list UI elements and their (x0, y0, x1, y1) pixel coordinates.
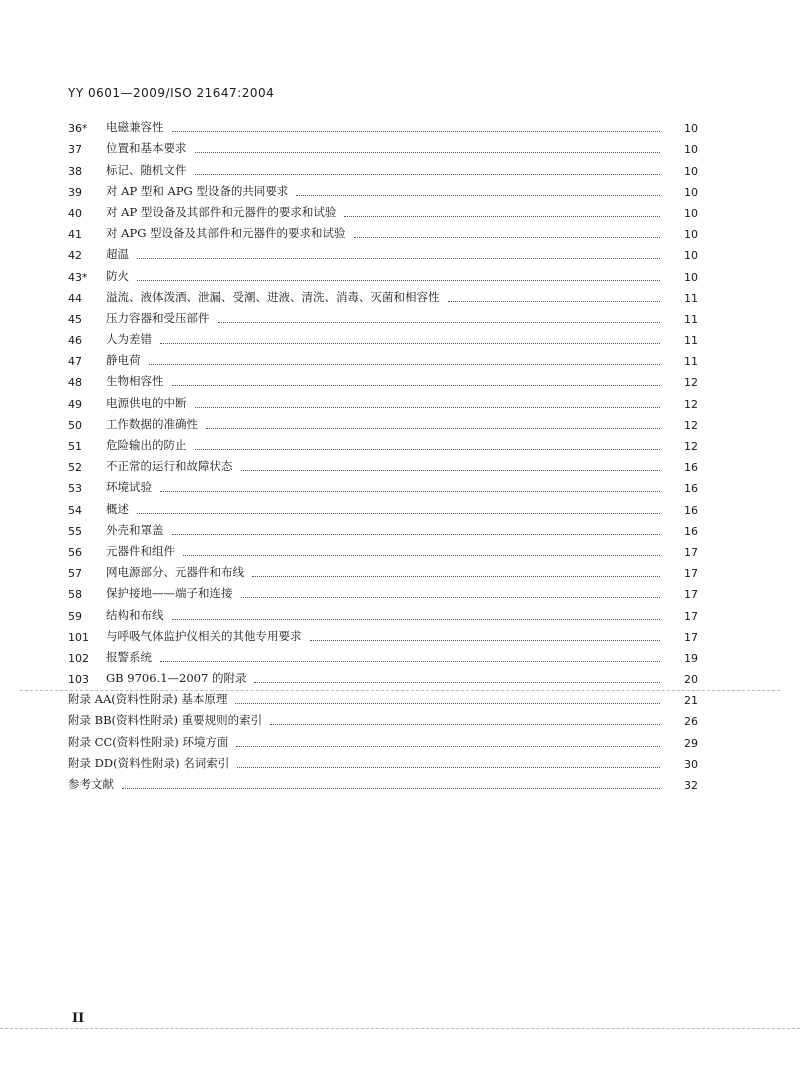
toc-row (68, 262, 698, 283)
toc-entry-page: 30 (684, 757, 698, 771)
toc-entry-page: 10 (684, 228, 698, 242)
toc-appendix-row (68, 728, 698, 749)
toc-entry-number: 59 (68, 609, 82, 623)
toc-leader-dots (195, 407, 661, 408)
toc-entry-number: 45 (68, 312, 82, 326)
toc-row (68, 220, 698, 241)
toc-leader-dots (160, 661, 660, 662)
toc-entry-page: 10 (684, 143, 698, 157)
toc-entry-page: 12 (684, 397, 698, 411)
toc-row (68, 580, 698, 601)
toc-leader-dots (149, 364, 661, 365)
toc-entry-page: 12 (684, 418, 698, 432)
toc-leader-dots (172, 619, 661, 620)
toc-leader-dots (254, 682, 660, 683)
toc-entry-page: 17 (684, 609, 698, 623)
toc-entry-title: 位置和基本要求 (106, 141, 187, 156)
toc-row (68, 178, 698, 199)
toc-entry-title: 不正常的运行和故障状态 (106, 459, 233, 474)
toc-row (68, 156, 698, 177)
toc-leader-dots (137, 258, 660, 259)
toc-leader-dots (195, 449, 661, 450)
toc-leader-dots (252, 576, 660, 577)
toc-entry-page: 10 (684, 249, 698, 263)
toc-row (68, 411, 698, 432)
toc-entry-title: 电源供电的中断 (106, 395, 187, 410)
page-number: II (72, 1011, 85, 1026)
toc-entry-number: 101 (68, 630, 89, 644)
toc-row (68, 495, 698, 516)
toc-entry-title: 危险输出的防止 (106, 438, 187, 452)
toc-entry-page: 19 (684, 651, 698, 665)
toc-entry-page: 20 (684, 673, 698, 687)
toc-row (68, 368, 698, 389)
toc-entry-title: 参考文献 (68, 777, 114, 791)
toc-entry-number: 53 (68, 482, 82, 496)
toc-entry-page: 10 (684, 270, 698, 284)
toc-row (68, 453, 698, 474)
toc-entry-number: 58 (68, 588, 82, 602)
toc-leader-dots (122, 788, 660, 789)
toc-entry-number: 102 (68, 651, 89, 665)
toc-entry-title: 人为差错 (106, 332, 152, 347)
toc-row (68, 432, 698, 453)
toc-entry-number: 55 (68, 524, 82, 538)
toc-entry-number: 57 (68, 567, 82, 581)
toc-row (68, 601, 698, 622)
toc-leader-dots (172, 131, 661, 132)
toc-entry-title: 元器件和组件 (106, 543, 175, 558)
toc-entry-title: 附录 CC(资料性附录) 环境方面 (68, 734, 229, 749)
toc-leader-dots (183, 555, 660, 556)
toc-entry-page: 12 (684, 376, 698, 390)
toc-entry-title: 防火 (106, 268, 129, 283)
toc-leader-dots (218, 322, 661, 323)
toc-entry-page: 11 (684, 312, 698, 326)
toc-entry-title: 报警系统 (106, 649, 152, 664)
toc-leader-dots (270, 724, 660, 725)
toc-entry-number: 49 (68, 397, 82, 411)
toc-leader-dots (354, 237, 660, 238)
toc-entry-page: 17 (684, 545, 698, 559)
toc-entry-title: 环境试验 (106, 480, 152, 495)
toc-entry-page: 17 (684, 588, 698, 602)
toc-entry-title: 对 AP 型和 APG 型设备的共同要求 (106, 183, 289, 198)
toc-entry-title: 超温 (106, 247, 129, 262)
toc-row (68, 644, 698, 665)
toc-entry-number: 46 (68, 334, 82, 348)
toc-entry-page: 17 (684, 567, 698, 581)
toc-entry-title: 结构和布线 (106, 607, 164, 622)
toc-entry-page: 10 (684, 185, 698, 199)
toc-entry-title: 附录 DD(资料性附录) 名词索引 (68, 755, 230, 770)
scan-artifact-line (0, 1028, 800, 1029)
toc-entry-page: 10 (684, 206, 698, 220)
toc-leader-dots (206, 428, 660, 429)
toc-entry-page: 26 (684, 715, 698, 729)
toc-entry-number: 48 (68, 376, 82, 390)
toc-row (68, 347, 698, 368)
toc-leader-dots (137, 280, 660, 281)
toc-entry-title: 对 APG 型设备及其部件和元器件的要求和试验 (106, 226, 346, 241)
toc-entry-page: 29 (684, 736, 698, 750)
toc-entry-title: 网电源部分、元器件和布线 (106, 565, 244, 580)
toc-appendix-row (68, 707, 698, 728)
toc-entry-number: 44 (68, 291, 82, 305)
toc-leader-dots (310, 640, 661, 641)
toc-entry-title: 外壳和罩盖 (106, 522, 164, 537)
toc-appendix-row (68, 771, 698, 792)
toc-row (68, 114, 698, 135)
toc-entry-page: 11 (684, 291, 698, 305)
toc-entry-number: 38 (68, 164, 82, 178)
toc-entry-page: 10 (684, 164, 698, 178)
toc-entry-title: 附录 BB(资料性附录) 重要规则的索引 (68, 713, 263, 728)
toc-leader-dots (160, 491, 660, 492)
toc-entry-title: 生物相容性 (106, 374, 164, 389)
toc-entry-page: 32 (684, 779, 698, 792)
toc-entry-title: GB 9706.1—2007 的附录 (106, 671, 247, 686)
toc-entry-page: 16 (684, 461, 698, 475)
toc-leader-dots (137, 513, 660, 514)
toc-entry-number: 37 (68, 143, 82, 157)
toc-entry-page: 16 (684, 503, 698, 517)
toc-entry-number: 103 (68, 673, 89, 687)
toc-entry-number: 52 (68, 461, 82, 475)
toc-leader-dots (195, 152, 661, 153)
toc-entry-page: 11 (684, 355, 698, 369)
toc-row (68, 284, 698, 305)
toc-row (68, 474, 698, 495)
toc-leader-dots (241, 597, 661, 598)
toc-leader-dots (237, 767, 660, 768)
toc-leader-dots (160, 343, 660, 344)
toc-appendix-row (68, 750, 698, 771)
toc-leader-dots (236, 746, 660, 747)
toc-entry-title: 溢流、液体泼洒、泄漏、受潮、进液、清洗、消毒、灭菌和相容性 (106, 289, 440, 304)
toc-leader-dots (296, 195, 660, 196)
toc-entry-page: 17 (684, 630, 698, 644)
toc-entry-page: 16 (684, 482, 698, 496)
toc-row (68, 305, 698, 326)
toc-entry-page: 16 (684, 524, 698, 538)
toc-row (68, 517, 698, 538)
toc-entry-number: 42 (68, 249, 82, 263)
toc-entry-title: 压力容器和受压部件 (106, 310, 210, 325)
toc-entry-number: 39 (68, 185, 82, 199)
toc-row (68, 538, 698, 559)
toc-entry-page: 10 (684, 122, 698, 136)
toc-entry-number: 43* (68, 270, 88, 284)
toc-leader-dots (241, 470, 661, 471)
toc-leader-dots (172, 385, 661, 386)
toc-leader-dots (448, 301, 661, 302)
toc-entry-title: 电磁兼容性 (106, 120, 164, 135)
toc-entry-number: 36* (68, 122, 88, 136)
toc-entry-number: 41 (68, 228, 82, 242)
toc-row (68, 623, 698, 644)
toc-entry-number: 51 (68, 440, 82, 453)
toc-leader-dots (195, 174, 661, 175)
toc-leader-dots (172, 534, 661, 535)
toc-entry-page: 21 (684, 694, 698, 708)
toc-row (68, 241, 698, 262)
toc-entry-title: 概述 (106, 501, 129, 516)
toc-row (68, 665, 698, 686)
toc-entry-page: 12 (684, 440, 698, 453)
scan-artifact-line (20, 690, 780, 691)
toc-row (68, 389, 698, 410)
toc-entry-page: 11 (684, 334, 698, 348)
toc-entry-number: 47 (68, 355, 82, 369)
toc-entry-title: 与呼吸气体监护仪相关的其他专用要求 (106, 628, 302, 643)
toc-entry-title: 静电荷 (106, 353, 141, 368)
toc-entry-number: 54 (68, 503, 82, 517)
toc-leader-dots (344, 216, 660, 217)
toc-row (68, 559, 698, 580)
toc-row (68, 135, 698, 156)
document-header: YY 0601—2009/ISO 21647:2004 (68, 86, 275, 100)
toc-entry-title: 标记、随机文件 (106, 162, 187, 177)
toc-entry-title: 工作数据的准确性 (106, 416, 198, 431)
toc-row (68, 199, 698, 220)
toc-entry-number: 56 (68, 545, 82, 559)
toc-entry-number: 50 (68, 418, 82, 432)
toc-entry-title: 对 AP 型设备及其部件和元器件的要求和试验 (106, 204, 337, 219)
toc-row (68, 326, 698, 347)
toc-leader-dots (235, 703, 660, 704)
toc-entry-title: 保护接地——端子和连接 (106, 586, 233, 601)
toc-entry-title: 附录 AA(资料性附录) 基本原理 (68, 692, 228, 707)
toc-entry-number: 40 (68, 206, 82, 220)
